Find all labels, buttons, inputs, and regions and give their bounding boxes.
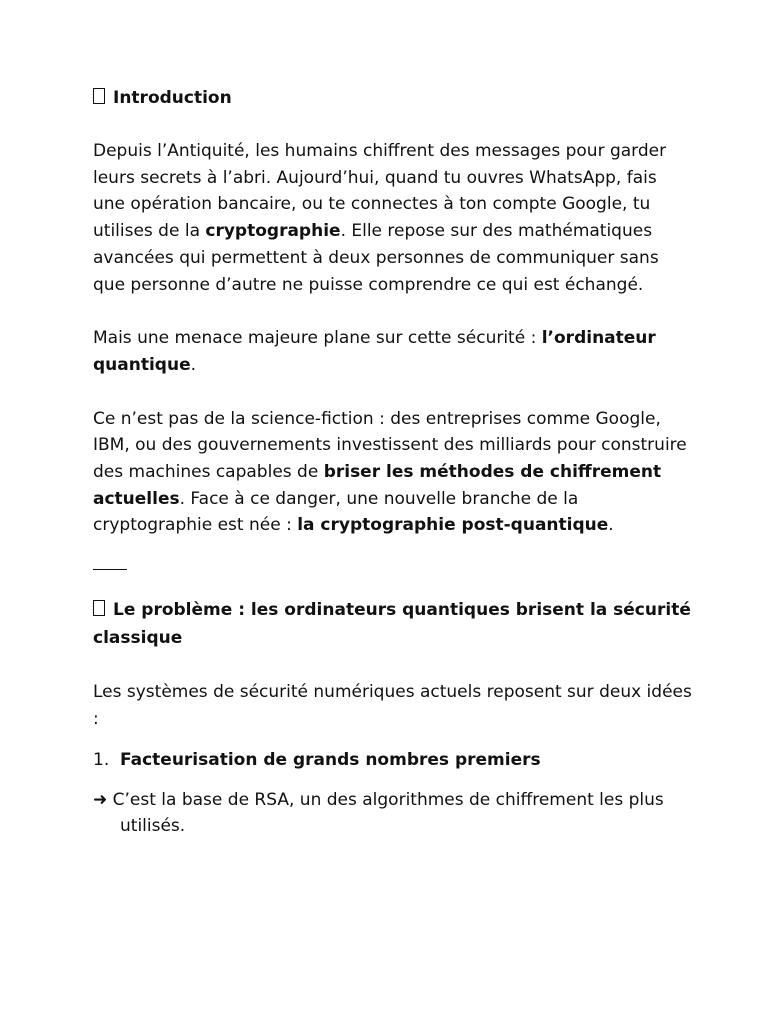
list-number: 1. <box>93 749 110 770</box>
text-run: Depuis l’Antiquité, les humains chiffrent des messages pour garder leurs secrets à l’abri. Aujourd’hui, quand tu ouvres WhatsApp, fais une opération bancaire, ou te connectes à ton compte Google, tu utilises de la <box>93 141 667 242</box>
document-body <box>93 84 693 840</box>
list-label: Facteurisation de grands nombres premiers <box>120 749 541 770</box>
text-run: Mais une menace majeure plane sur cette sécurité : <box>93 328 542 349</box>
text-run: . <box>190 354 197 375</box>
list-item <box>93 747 693 773</box>
missing-glyph-icon <box>93 600 105 616</box>
bold-term-post-quantique: la cryptographie post-quantique <box>297 515 609 536</box>
intro-paragraph-3 <box>93 406 693 540</box>
arrow-note: ➜ C’est la base de RSA, un des algorithmes de chiffrement les plus utilisés. <box>93 789 664 837</box>
text-run: . Face à ce danger, une nouvelle branche de la cryptographie est née : <box>93 488 579 536</box>
missing-glyph-icon <box>93 88 105 104</box>
problem-paragraph-1: Les systèmes de sécurité numériques actuels reposent sur deux idées : <box>93 682 692 729</box>
text-run: . Elle repose sur des mathématiques avancées qui permettent à deux personnes de communiquer sans que personne d’autre ne puisse comprendre ce qui est échangé. <box>93 221 659 295</box>
section-heading-probleme <box>93 596 693 652</box>
heading-text: Le problème : les ordinateurs quantiques brisent la sécurité classique <box>93 600 691 649</box>
bold-term-briser: briser les méthodes de chiffrement actuelles <box>93 462 662 509</box>
text-run: . <box>608 515 614 536</box>
bold-term-cryptographie: cryptographie <box>205 221 341 242</box>
intro-paragraph-1 <box>93 138 693 298</box>
section-heading-introduction <box>93 84 693 112</box>
bold-term-ordinateur-quantique: l’ordinateur quantique <box>93 328 656 375</box>
intro-paragraph-2 <box>93 325 693 378</box>
text-run: Ce n’est pas de la science-fiction : des entreprises comme Google, IBM, ou des gouvernements investissent des milliards pour construire des machines capables de <box>93 408 687 483</box>
heading-text: Introduction <box>113 88 232 108</box>
